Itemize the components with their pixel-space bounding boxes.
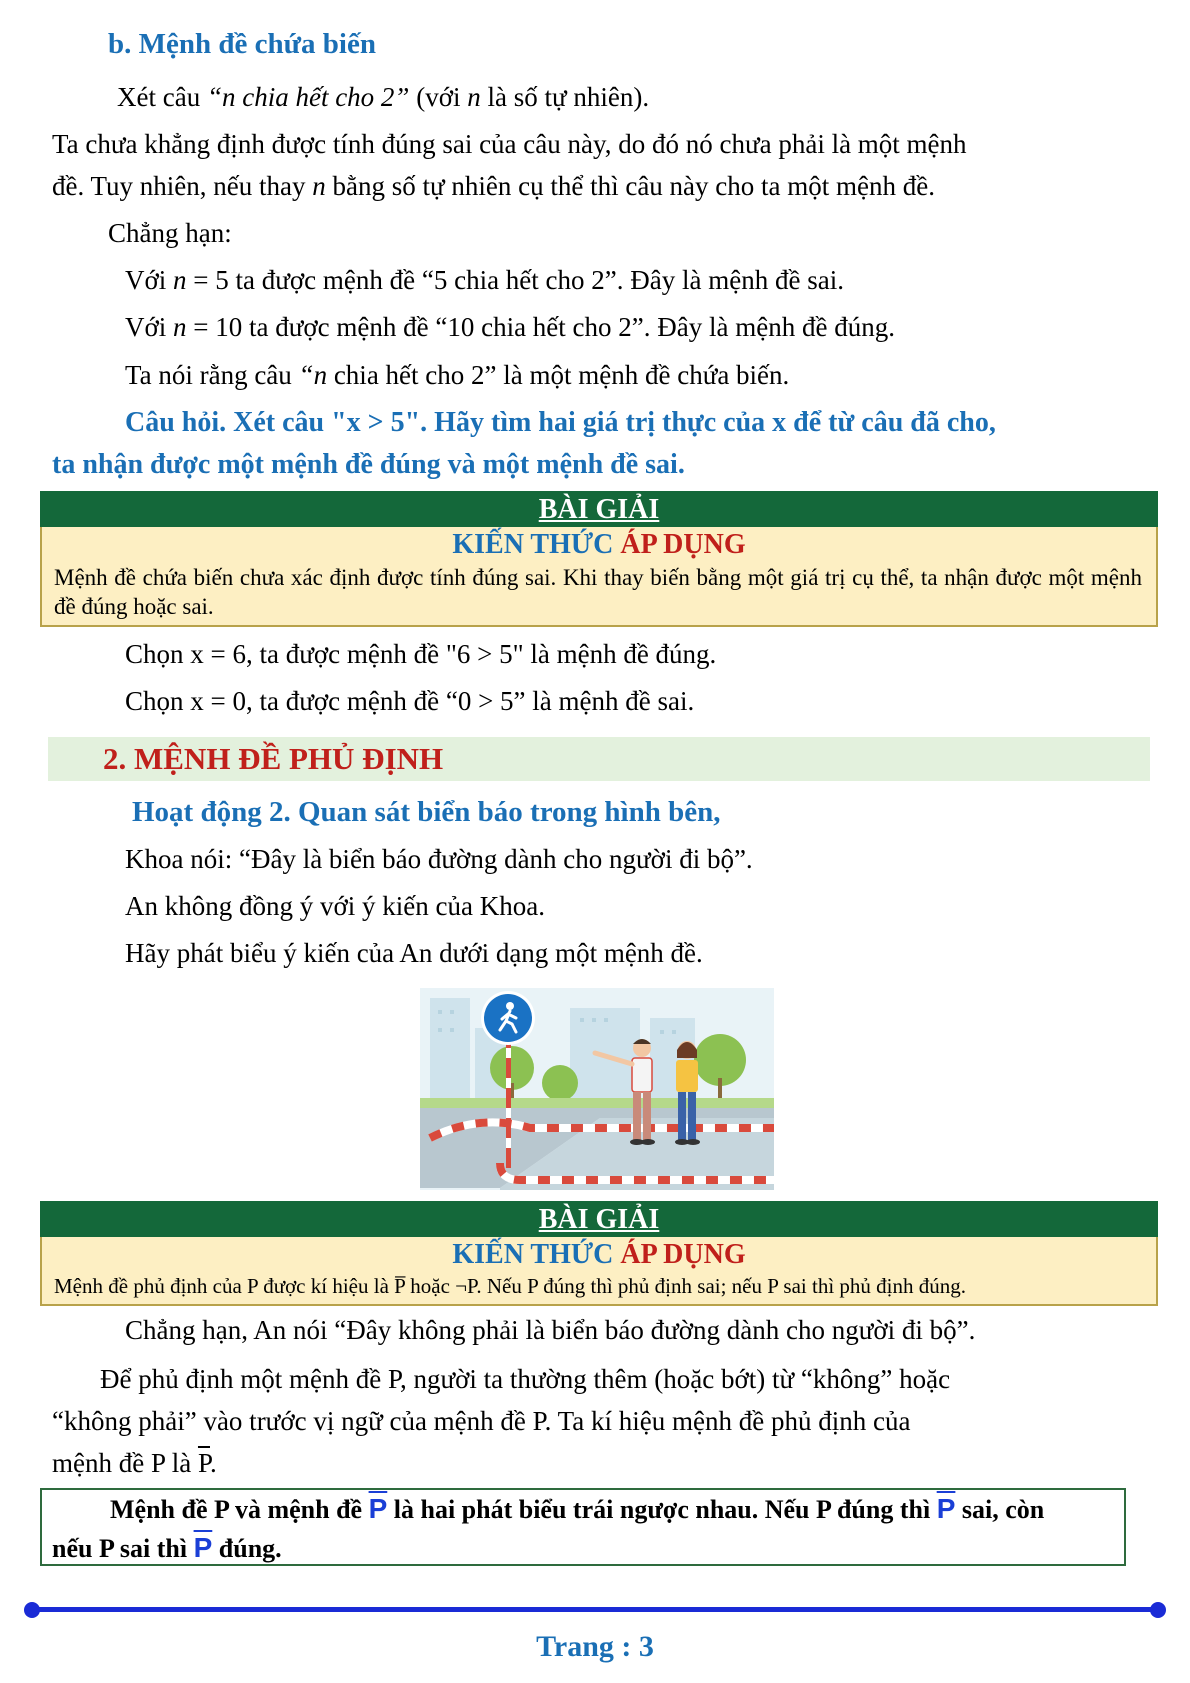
conclusion-quote: “n	[298, 360, 328, 390]
solution1-header: BÀI GIẢI	[40, 491, 1158, 527]
kt2-title-red: ÁP DỤNG	[620, 1239, 746, 1270]
answer-2: Chọn x = 0, ta được mệnh đề “0 > 5” là mệnh đề sai.	[125, 686, 695, 716]
solution2-header: BÀI GIẢI	[40, 1201, 1158, 1237]
ex2-var: n	[173, 312, 187, 342]
example-2	[125, 306, 895, 348]
note-l2-a: nếu P sai thì	[52, 1534, 194, 1563]
solution2-knowledge-box	[40, 1237, 1158, 1306]
solution2-kt-body: Mệnh đề phủ định của P được kí hiệu là P̅ hoặc ¬P. Nếu P đúng thì phủ định sai; nếu P sai thì phủ định đúng.	[54, 1274, 966, 1298]
question-line2: ta nhận được một mệnh đề đúng và một mệnh đề sai.	[52, 449, 685, 480]
illustration-svg	[420, 988, 774, 1190]
section-b-title: b. Mệnh đề chứa biến	[108, 28, 376, 60]
para1-line2-post: bằng số tự nhiên cụ thể thì câu này cho ta một mệnh đề.	[325, 171, 935, 201]
intro-var: n	[467, 82, 481, 112]
para3-pre: mệnh đề P là	[52, 1448, 198, 1478]
para1-line2-pre: đề. Tuy nhiên, nếu thay	[52, 171, 313, 201]
solution2-para-line2: “không phải” vào trước vị ngữ của mệnh đề P. Ta kí hiệu mệnh đề phủ định của	[52, 1406, 911, 1436]
intro-line	[117, 76, 649, 118]
example-lead: Chẳng hạn:	[108, 218, 232, 248]
footer-dot-left	[24, 1602, 40, 1618]
note-l2-b: đúng.	[212, 1534, 282, 1563]
note-line2	[52, 1529, 1114, 1568]
note-pbar-1: $\overline{P}$	[368, 1493, 388, 1524]
kt2-title-blue: KIẾN THỨC	[452, 1239, 621, 1270]
ex2-post: = 10 ta được mệnh đề “10 chia hết cho 2”. Đây là mệnh đề đúng.	[186, 312, 895, 342]
intro-tail: là số tự nhiên).	[480, 82, 650, 112]
example-1	[125, 259, 844, 301]
conclusion-pre: Ta nói rằng câu	[125, 360, 299, 390]
para1-line2	[52, 165, 935, 207]
activity-2: Hoạt động 2. Quan sát biển báo trong hình bên,	[132, 796, 721, 828]
footer-divider	[30, 1607, 1160, 1612]
para3-post: .	[210, 1448, 217, 1478]
note-pbar-3: $\overline{P}$	[193, 1532, 213, 1563]
section2-title: 2. MỆNH ĐỀ PHỦ ĐỊNH	[103, 741, 444, 776]
note-l1-a: Mệnh đề P và mệnh đề	[110, 1495, 369, 1524]
activity-line2: An không đồng ý với ý kiến của Khoa.	[125, 891, 545, 921]
note-l1-c: sai, còn	[955, 1495, 1045, 1524]
ex1-pre: Với	[125, 265, 174, 295]
kt-title-blue: KIẾN THỨC	[452, 529, 621, 560]
footer-dot-right	[1150, 1602, 1166, 1618]
intro-pre: Xét câu	[117, 82, 207, 112]
note-l1-b: là hai phát biểu trái ngược nhau. Nếu P đúng thì	[387, 1495, 937, 1524]
solution1-panel	[40, 491, 1158, 627]
para1-line1: Ta chưa khẳng định được tính đúng sai của câu này, do đó nó chưa phải là một mệnh	[52, 129, 967, 159]
question-line1: Câu hỏi. Xét câu "x > 5". Hãy tìm hai giá trị thực của x để từ câu đã cho,	[125, 407, 996, 438]
solution2-example: Chẳng hạn, An nói “Đây không phải là biển báo đường dành cho người đi bộ”.	[125, 1315, 976, 1345]
solution2-para-line3	[52, 1442, 217, 1484]
conclusion-post: chia hết cho 2” là một mệnh đề chứa biến.	[327, 360, 790, 390]
activity-line3: Hãy phát biểu ý kiến của An dưới dạng một mệnh đề.	[125, 938, 703, 968]
intro-quote: “n chia hết cho 2”	[206, 82, 410, 112]
solution1-knowledge-box	[40, 527, 1158, 627]
para1-line2-var: n	[312, 171, 326, 201]
page-number: Trang : 3	[536, 1630, 654, 1663]
answer-1: Chọn x = 6, ta được mệnh đề "6 > 5" là mệnh đề đúng.	[125, 639, 717, 669]
solution2-para-line1: Để phủ định một mệnh đề P, người ta thường thêm (hoặc bớt) từ “không” hoặc	[100, 1364, 951, 1394]
solution1-kt-title	[42, 527, 1156, 563]
ex2-pre: Với	[125, 312, 174, 342]
activity-line1: Khoa nói: “Đây là biển báo đường dành cho người đi bộ”.	[125, 844, 753, 874]
p-bar-symbol: $\overline{P}$	[197, 1448, 210, 1478]
kt-title-red: ÁP DỤNG	[620, 529, 746, 560]
intro-post: (với	[409, 82, 468, 112]
pedestrian-sign-illustration	[420, 988, 774, 1190]
note-box	[40, 1488, 1126, 1566]
ex1-post: = 5 ta được mệnh đề “5 chia hết cho 2”. Đây là mệnh đề sai.	[186, 265, 844, 295]
note-pbar-2: $\overline{P}$	[936, 1493, 956, 1524]
note-line1	[52, 1490, 1114, 1529]
solution2-panel	[40, 1201, 1158, 1306]
solution2-kt-title	[42, 1237, 1156, 1273]
solution1-kt-body: Mệnh đề chứa biến chưa xác định được tính đúng sai. Khi thay biến bằng một giá trị cụ thể, ta nhận được một mệnh đề đúng hoặc sai.	[54, 565, 1142, 619]
ex1-var: n	[173, 265, 187, 295]
conclusion	[125, 354, 789, 396]
